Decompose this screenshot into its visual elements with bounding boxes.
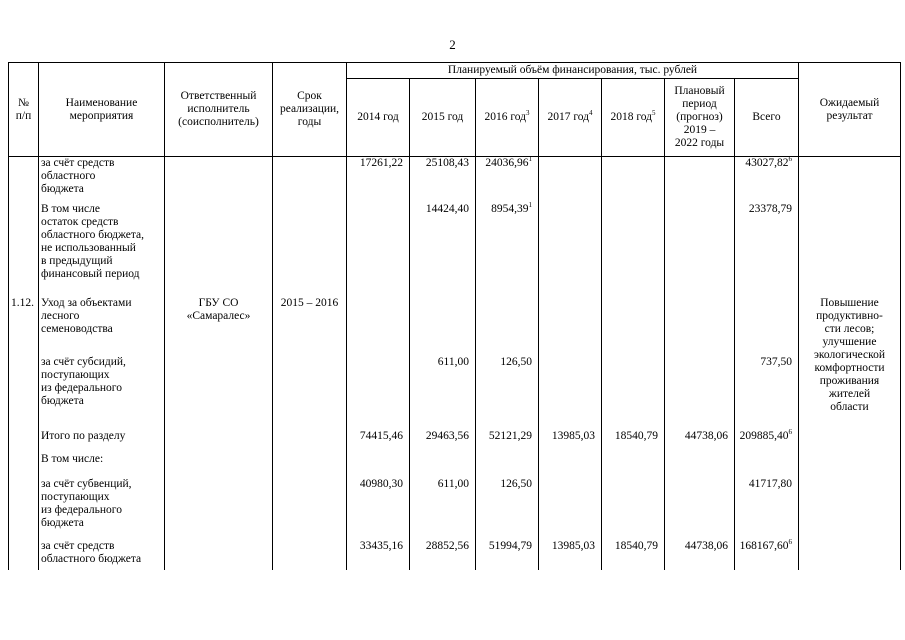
row-name: В том числе: xyxy=(39,453,165,478)
cell-2018: 18540,79 xyxy=(602,540,665,570)
header-name: Наименование мероприятия xyxy=(39,63,165,157)
page-number: 2 xyxy=(449,37,456,52)
header-plan-period: Плановый период (прогноз) 2019 – 2022 годы xyxy=(665,79,735,157)
cell-2014: 40980,30 xyxy=(347,478,410,540)
row-name: Уход за объектами лесного семеноводства xyxy=(39,297,165,356)
row-name: В том числе остаток средств областного бюджета, не использованный в предыдущий финансовый период xyxy=(39,203,165,297)
cell-2018: 18540,79 xyxy=(602,430,665,453)
table-row xyxy=(9,453,901,478)
header-total: Всего xyxy=(735,79,799,157)
header-2016-label: 2016 год xyxy=(484,111,527,123)
header-2018-note: 5 xyxy=(652,109,656,118)
cell-2017: 13985,03 xyxy=(539,430,602,453)
cell-2015: 611,00 xyxy=(410,478,476,540)
header-2016 xyxy=(476,79,539,157)
header-num: № п/п xyxy=(9,63,39,157)
header-2017-label: 2017 год xyxy=(547,111,590,123)
header-2016-note: 3 xyxy=(526,109,530,118)
cell-2016: 52121,29 xyxy=(476,430,539,453)
table-row xyxy=(9,540,901,570)
cell-total-note: 6 xyxy=(788,427,792,436)
header-2018 xyxy=(602,79,665,157)
cell-2016: 126,50 xyxy=(476,356,539,430)
cell-2015: 611,00 xyxy=(410,356,476,430)
cell-2015: 25108,43 xyxy=(410,157,476,203)
cell-total-value: 168167,60 xyxy=(739,539,789,552)
row-name: за счёт субвенций, поступающих из федерального бюджета xyxy=(39,478,165,540)
header-2018-label: 2018 год xyxy=(610,111,653,123)
table-row xyxy=(9,203,901,297)
cell-2014: 17261,22 xyxy=(347,157,410,203)
cell-2016-note: 1 xyxy=(528,200,532,209)
cell-total xyxy=(735,157,799,203)
row-number: 1.12. xyxy=(9,297,39,356)
header-financing: Планируемый объём финансирования, тыс. рублей xyxy=(347,63,799,79)
header-2017-note: 4 xyxy=(589,109,593,118)
cell-2015: 14424,40 xyxy=(410,203,476,297)
table-row xyxy=(9,478,901,540)
cell-total: 737,50 xyxy=(735,356,799,430)
row-name: за счёт субсидий, поступающих из федерального бюджета xyxy=(39,356,165,430)
cell-total-note: 6 xyxy=(788,537,792,546)
cell-2016-value: 8954,39 xyxy=(491,202,529,215)
header-2015: 2015 год xyxy=(410,79,476,157)
cell-plan: 44738,06 xyxy=(665,430,735,453)
cell-term: 2015 – 2016 xyxy=(273,297,347,356)
table-row xyxy=(9,430,901,453)
header-term: Срок реализации, годы xyxy=(273,63,347,157)
financing-table xyxy=(8,62,901,570)
cell-total xyxy=(735,537,799,570)
cell-2014: 74415,46 xyxy=(347,430,410,453)
cell-2016-value: 24036,96 xyxy=(485,157,529,169)
cell-result: Повышение продуктивно- сти лесов; улучшение экологической комфортности проживания жителей области xyxy=(799,297,901,430)
cell-2016 xyxy=(476,200,539,297)
cell-2015: 28852,56 xyxy=(410,540,476,570)
table-row xyxy=(9,297,901,356)
table-row xyxy=(9,157,901,203)
table-row xyxy=(9,356,901,430)
cell-total xyxy=(735,427,799,453)
cell-2014: 33435,16 xyxy=(347,540,410,570)
cell-plan: 44738,06 xyxy=(665,540,735,570)
row-name: за счёт средств областного бюджета xyxy=(39,540,165,570)
cell-total: 41717,80 xyxy=(735,478,799,540)
row-name: за счёт средств областного бюджета xyxy=(39,157,165,203)
cell-responsible: ГБУ СО «Самаралес» xyxy=(165,297,273,356)
cell-2015: 29463,56 xyxy=(410,430,476,453)
cell-2016-note: 1 xyxy=(528,155,532,164)
cell-2016: 51994,79 xyxy=(476,540,539,570)
cell-2016: 126,50 xyxy=(476,478,539,540)
cell-total-value: 43027,82 xyxy=(745,157,789,169)
cell-2017: 13985,03 xyxy=(539,540,602,570)
cell-total-value: 209885,40 xyxy=(739,429,789,442)
cell-total-note: 6 xyxy=(788,155,792,164)
cell-2016 xyxy=(476,157,539,203)
row-name: Итого по разделу xyxy=(39,430,165,453)
header-2017 xyxy=(539,79,602,157)
header-responsible: Ответственный исполнитель (соисполнитель) xyxy=(165,63,273,157)
cell-total: 23378,79 xyxy=(735,203,799,297)
header-result: Ожидаемый результат xyxy=(799,63,901,157)
header-2014: 2014 год xyxy=(347,79,410,157)
